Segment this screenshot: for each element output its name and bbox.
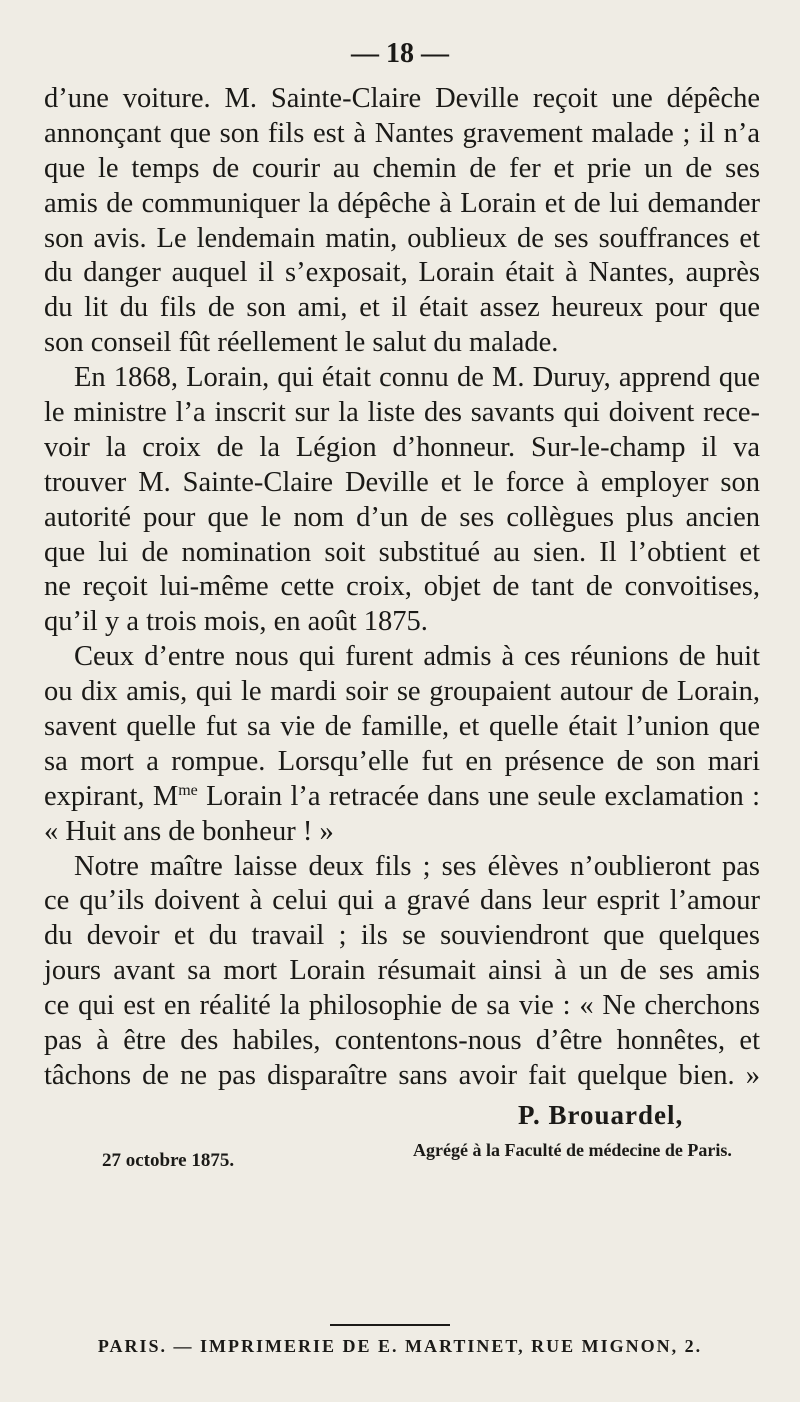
text-line: tâchons de ne pas disparaître sans avoir fait quelque bien. » [44, 1059, 760, 1091]
text-line: ou dix amis, qui le mardi soir se groupaient autour de Lorain, [44, 676, 760, 708]
text-line: que le temps de courir au chemin de fer et prie un de ses [44, 152, 760, 184]
text-line: du danger auquel il s’exposait, Lorain était à Nantes, auprès [44, 257, 760, 289]
printer-imprint: PARIS. — IMPRIMERIE DE E. MARTINET, RUE MIGNON, 2. [97, 1336, 703, 1356]
text-line: qu’il y a trois mois, en août 1875. [44, 606, 428, 638]
text-line: son conseil fût réellement le salut du malade. [44, 327, 559, 359]
text-line: pas à être des habiles, contentons-nous d’être honnêtes, et [44, 1025, 760, 1057]
paragraph [44, 640, 760, 849]
document-date: 27 octobre 1875. [102, 1150, 235, 1171]
text-line: Ceux d’entre nous qui furent admis à ces réunions de huit [74, 641, 760, 673]
text-line: sa mort a rompue. Lorsqu’elle fut en présence de son mari [44, 745, 760, 777]
text-line: que lui de nomination soit substitué au sien. Il l’obtient et [44, 536, 760, 568]
text-line: annonçant que son fils est à Nantes gravement malade ; il n’a [44, 117, 760, 149]
text-line: du devoir et du travail ; ils se souviendront que quelques [44, 920, 760, 952]
text-line: du lit du fils de son ami, et il était assez heureux pour que [44, 292, 760, 324]
author-signature: P. Brouardel, [518, 1100, 684, 1130]
paragraph [44, 361, 760, 640]
superscript: me [178, 781, 198, 799]
text-line: ce qu’ils doivent à celui qui a gravé dans leur esprit l’amour [44, 885, 760, 917]
text-line: En 1868, Lorain, qui était connu de M. Duruy, apprend que [74, 362, 760, 394]
text-line: trouver M. Sainte-Claire Deville et le force à employer son [44, 466, 760, 498]
text-line: son avis. Le lendemain matin, oublieux de ses souffrances et [44, 222, 760, 254]
paragraph [44, 850, 760, 1094]
text-line: « Huit ans de bonheur ! » [44, 815, 334, 847]
text-line: savent quelle fut sa vie de famille, et quelle était l’union que [44, 711, 760, 743]
text-line: d’une voiture. M. Sainte-Claire Deville reçoit une dépêche [44, 83, 760, 114]
text-line: jours avant sa mort Lorain résumait ainsi à un de ses amis [44, 955, 760, 987]
body-text [44, 82, 760, 1094]
divider [330, 1324, 450, 1326]
text-line: voir la croix de la Légion d’honneur. Sur-le-champ il va [44, 431, 760, 463]
text-line: le ministre l’a inscrit sur la liste des savants qui doivent rece- [44, 397, 760, 429]
paragraph [44, 82, 760, 361]
text-fragment: Lorain l’a retracée dans une seule exclamation : [197, 780, 760, 812]
page-number: — 18 — [351, 38, 449, 69]
text-line: ce qui est en réalité la philosophie de sa vie : « Ne cherchons [44, 990, 760, 1022]
text-fragment: expirant, M [44, 780, 179, 812]
author-affiliation: Agrégé à la Faculté de médecine de Paris. [413, 1140, 732, 1160]
text-line: autorité pour que le nom d’un de ses collègues plus ancien [44, 501, 760, 533]
text-line: ne reçoit lui-même cette croix, objet de tant de convoitises, [44, 571, 760, 603]
text-line [44, 780, 760, 815]
text-line: amis de communiquer la dépêche à Lorain et de lui demander [44, 187, 760, 219]
text-line: Notre maître laisse deux fils ; ses élèves n’oublieront pas [74, 850, 760, 882]
